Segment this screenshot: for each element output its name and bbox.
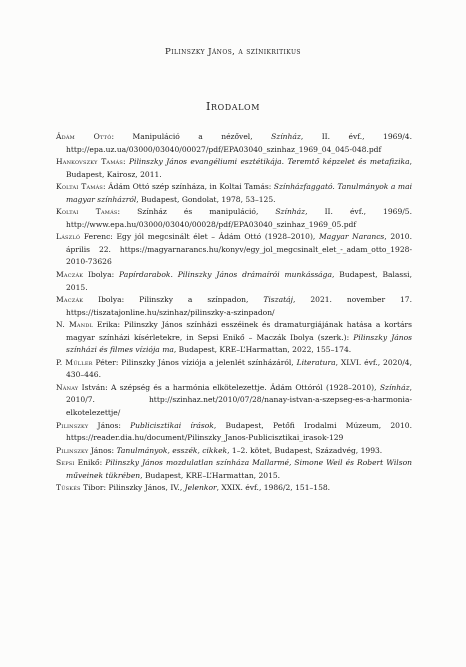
reference-entry (56, 445, 412, 458)
reference-entry (56, 457, 412, 482)
reference-text: István: A szépség és a harmónia elkötelezettje. Ádám Ottóról (1928–2010), (78, 382, 380, 392)
reference-title: Színház (271, 132, 301, 141)
reference-text: : Manipuláció a nézővel, (111, 132, 272, 141)
reference-entry (56, 269, 412, 294)
reference-author: Nánay (56, 382, 79, 392)
reference-text: , 2010. április 22. https://magyarnarancs.hu/konyv/egy_jol_megcsinalt_elet_-_adam_otto_1928-2010-73626 (66, 232, 412, 267)
reference-author: Hankovszky Tamás (56, 157, 123, 167)
reference-text: Ferenc: Egy jól megcsinált élet – Ádám Ottó (1928–2010), (80, 232, 320, 242)
reference-author: Pilinszky (56, 420, 89, 430)
reference-title: Publicisztikai írások (130, 420, 214, 430)
reference-text: , II. évf., 1969/4. http://epa.uz.ua/03000/03040/00027/pdf/EPA03040_szinhaz_1969_04_045-048.pdf (66, 132, 412, 154)
reference-text: : (123, 157, 129, 167)
reference-text: Ibolya: Pilinszky a színpadon, (83, 295, 264, 305)
reference-entry (56, 181, 412, 206)
reference-title: Literatura (296, 357, 336, 367)
reference-text: : Ádám Ottó szép színháza, in Koltai Tamás: (103, 182, 274, 192)
reference-title: Papírdarabok. Pilinszky János drámaírói munkássága (118, 270, 333, 280)
reference-text: , 1–2. kötet, Budapest, Századvég, 1993. (227, 445, 383, 455)
reference-text: , Budapest, KRE–L’Harmattan, 2015. (140, 470, 281, 480)
reference-text: János: (88, 445, 117, 455)
running-head: Pilinszky János, a színikritikus (165, 47, 301, 57)
reference-text: Ibolya: (83, 270, 119, 280)
reference-text: , Budapest, Gondolat, 1978, 53–125. (136, 194, 276, 204)
reference-title: Tanulmányok, esszék, cikkek (116, 445, 228, 455)
reference-text: , Budapest, KRE–L’Harmattan, 2022, 155–174. (173, 345, 352, 355)
reference-text: , Budapest, Balassi, 2015. (66, 270, 412, 292)
reference-title: Színház (379, 382, 410, 392)
reference-title: Tiszatáj (263, 295, 294, 305)
reference-text: János: (88, 420, 131, 430)
reference-text: , XXIX. évf., 1986/2, 151–158. (216, 483, 331, 493)
reference-text: Erika: Pilinszky János színházi esszéinek és dramaturgiájának hatása a kortárs magyar színházi kísérletekre, in Sepsi Enikő – Maczák Ibolya (szerk.): (66, 320, 412, 342)
reference-entry (56, 420, 412, 445)
reference-text: , II. évf., 1969/5. http://www.epa.hu/03000/03040/00028/pdf/EPA03040_szinhaz_1969_05.pdf (66, 207, 412, 229)
reference-author: Maczák (56, 270, 84, 280)
reference-entry (56, 206, 412, 231)
reference-title: Színházfaggató. Tanulmányok a mai magyar színházról (66, 182, 412, 204)
reference-title: Magyar Narancs (319, 232, 385, 242)
reference-list (56, 131, 412, 495)
reference-entry (56, 231, 412, 269)
reference-text: , 2021. november 17. https://tiszatajonline.hu/szinhaz/pilinszky-a-szinpadon/ (66, 295, 412, 317)
reference-entry (56, 382, 412, 420)
reference-text: Tibor: Pilinszky János, IV., (80, 483, 185, 493)
reference-author: Maczák (56, 295, 84, 305)
reference-text: , Budapest, Kairosz, 2011. (66, 157, 412, 179)
reference-text: Enikő: (74, 458, 106, 468)
reference-entry (56, 294, 412, 319)
reference-text: , Budapest, Petőfi Irodalmi Múzeum, 2010. https://reader.dia.hu/document/Pilinszky_Janos-Publicisztikai_irasok-129 (66, 420, 412, 443)
reference-text: , XLVI. évf., 2020/4, 430–446. (66, 357, 412, 380)
reference-text: : Színház és manipuláció, (117, 207, 276, 217)
reference-author: Koltai Tamás (56, 182, 104, 192)
reference-entry (56, 482, 412, 495)
reference-author: Ádám Ottó (56, 132, 112, 141)
reference-author: Pilinszky (56, 445, 89, 455)
section-heading: Irodalom (206, 100, 260, 113)
reference-title: Pilinszky János evangéliumi esztétikája. Teremtő képzelet és metafizika (128, 157, 410, 167)
reference-text: , 2010/7. http://szinhaz.net/2010/07/28/nanay-istvan-a-szepseg-es-a-harmonia-elkotelezettje/ (66, 382, 412, 418)
reference-title: Pilinszky János színházi és filmes víziója ma (66, 332, 412, 355)
reference-author: Sepsi (56, 458, 75, 468)
reference-entry (56, 131, 412, 156)
reference-author: N. Mandl (56, 320, 94, 330)
reference-text: Péter: Pilinszky János víziója a jelenlét színházáról, (92, 357, 297, 367)
reference-author: László (56, 232, 81, 242)
reference-entry (56, 357, 412, 382)
reference-author: Tüskés (56, 483, 81, 493)
reference-title: Jelenkor (184, 483, 217, 493)
reference-author: Koltai Tamás (56, 207, 118, 217)
reference-entry (56, 156, 412, 181)
reference-title: Színház (275, 207, 306, 217)
reference-author: P. Müller (56, 357, 93, 367)
reference-entry (56, 319, 412, 357)
reference-title: Pilinszky János mozdulatlan színháza Mallarmé, Simone Weil és Robert Wilson műveinek tükrében (66, 458, 412, 480)
